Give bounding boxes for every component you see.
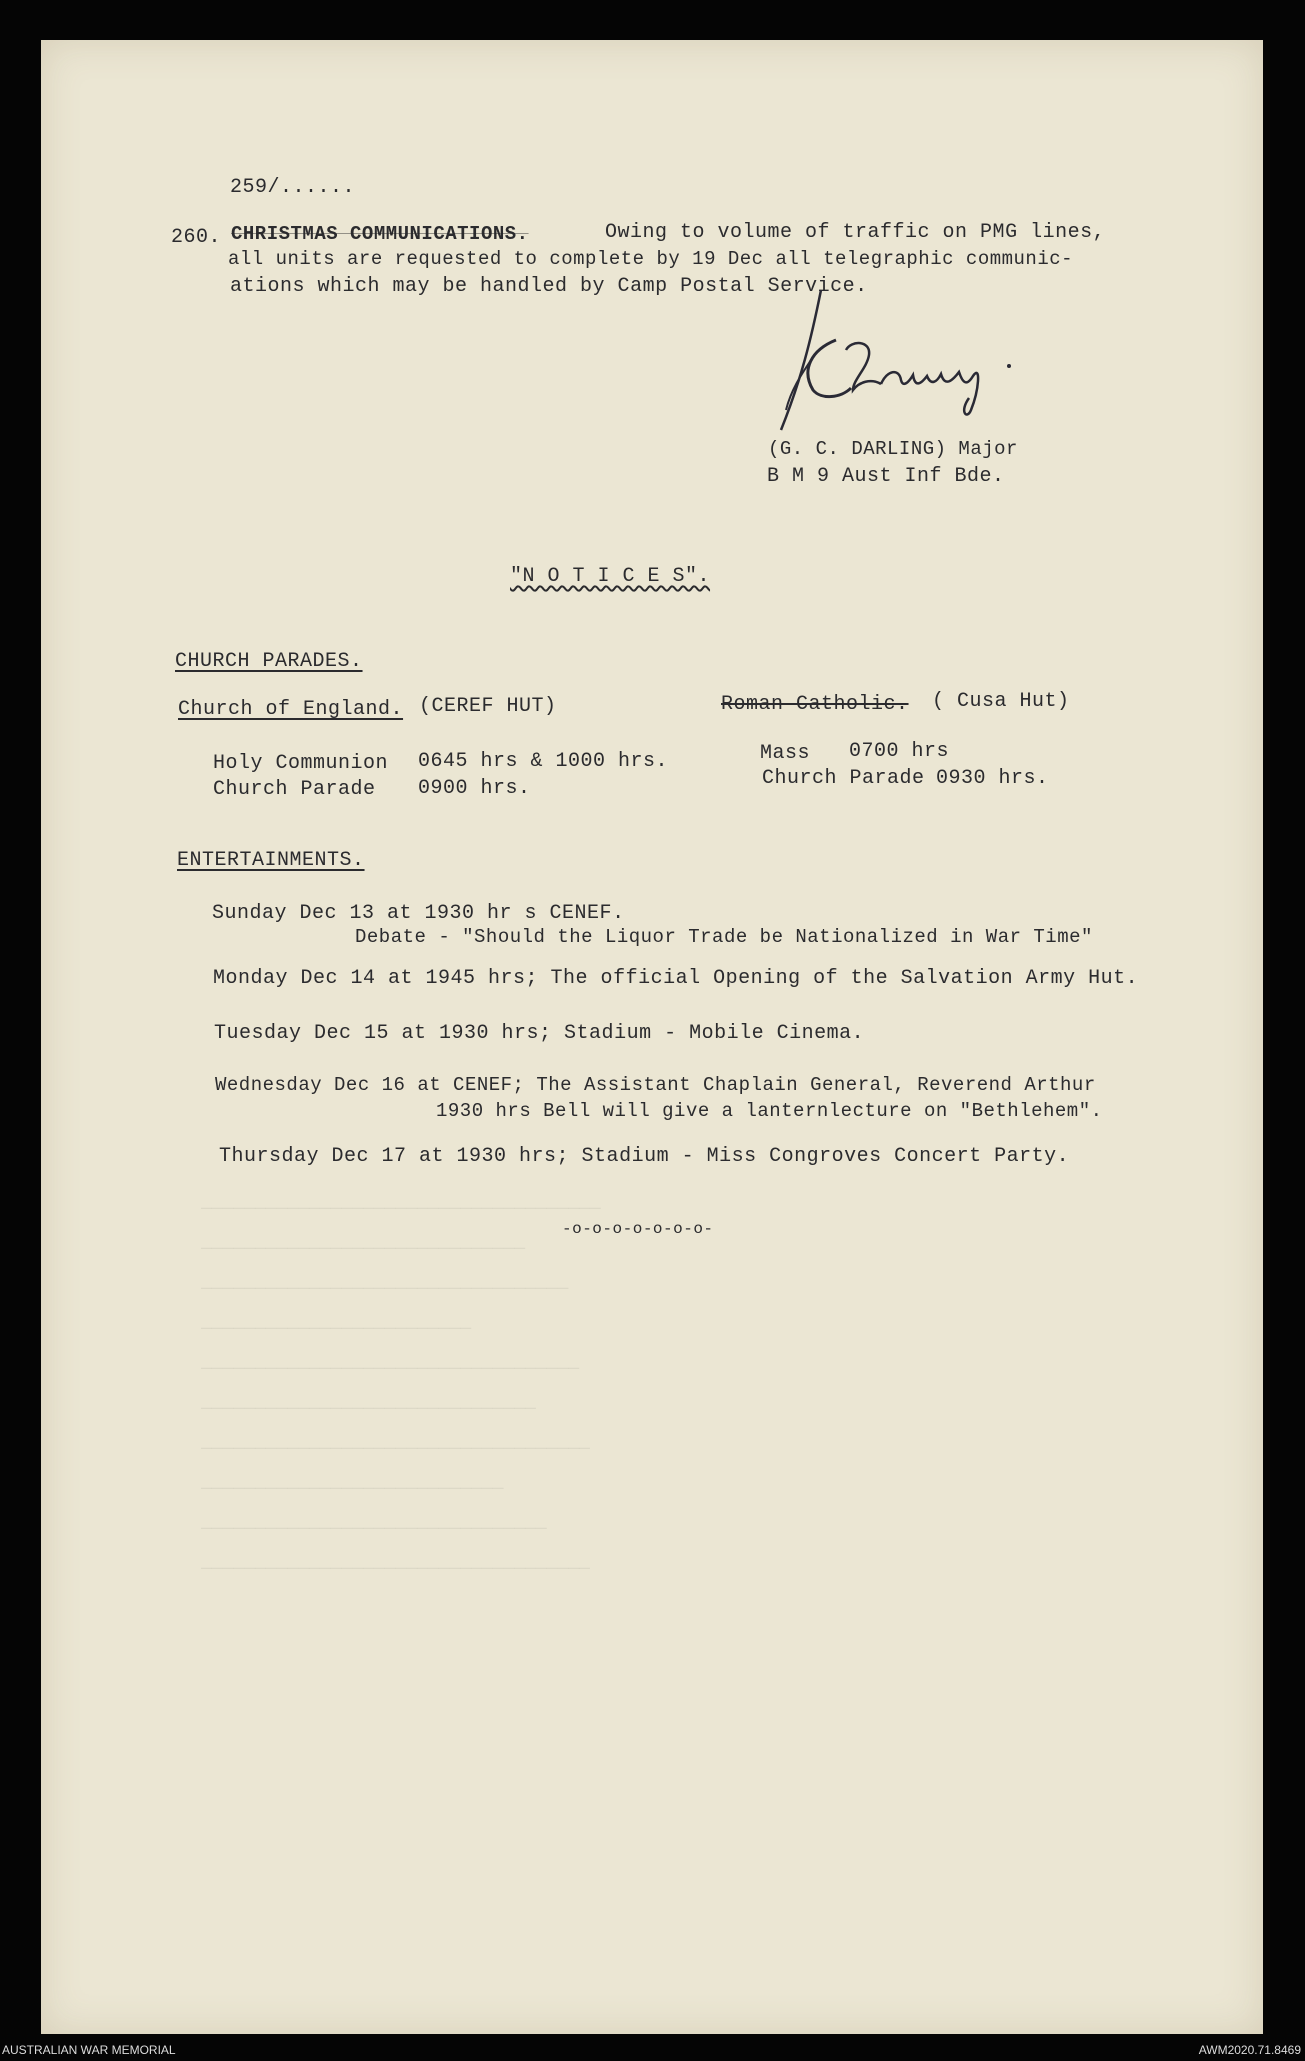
item-text-line-3: ations which may be handled by Camp Postal Service.: [230, 275, 868, 298]
mass-time: 0700 hrs: [849, 740, 950, 763]
signatory-name: (G. C. DARLING) Major: [768, 438, 1018, 460]
item-number: 260.: [171, 226, 222, 249]
footer-accession-number: AWM2020.71.8469: [1198, 2043, 1301, 2057]
holy-communion-label: Holy Communion: [213, 752, 389, 775]
previous-item-number: 259/......: [230, 176, 356, 199]
entertainment-item-sunday: Sunday Dec 13 at 1930 hr s CENEF.: [212, 902, 625, 925]
coe-church-parade-label: Church Parade: [213, 778, 376, 801]
section-separator: -o-o-o-o-o-o-o-: [562, 1220, 714, 1238]
entertainment-item-tuesday: Tuesday Dec 15 at 1930 hrs; Stadium - Mobile Cinema.: [214, 1022, 865, 1045]
entertainment-item-sunday-detail: Debate - "Should the Liquor Trade be Nationalized in War Time": [355, 926, 1093, 948]
item-text-line-1: Owing to volume of traffic on PMG lines,: [605, 221, 1106, 244]
entertainment-item-monday: Monday Dec 14 at 1945 hrs; The official Opening of the Salvation Army Hut.: [213, 967, 1139, 990]
notices-title: "N O T I C E S".: [510, 565, 711, 588]
mass-label: Mass: [760, 742, 811, 765]
coe-title: Church of England.: [178, 698, 404, 721]
item-heading: CHRISTMAS COMMUNICATIONS.: [231, 223, 529, 245]
holy-communion-time: 0645 hrs & 1000 hrs.: [418, 750, 669, 773]
rc-title: Roman Catholic.: [721, 693, 909, 716]
document-page: [41, 40, 1263, 2034]
coe-church-parade-time: 0900 hrs.: [418, 777, 531, 800]
rc-location: ( Cusa Hut): [932, 690, 1070, 713]
item-text-line-2: all units are requested to complete by 19 Dec all telegraphic communic-: [228, 248, 1074, 270]
rc-church-parade-time: 0930 hrs.: [936, 767, 1049, 790]
bleed-through-text: ───────────────────────────────────── ────────────────────────────── ────────────────────────────────── ───────────────────────── ─────────────────────────────────── ─────────────────────────────── ──────────────────────────────────── ──────────────────────────── ──────────────────────────────── ────────────────────────────────────: [201, 1200, 601, 1580]
entertainment-item-thursday: Thursday Dec 17 at 1930 hrs; Stadium - Miss Congroves Concert Party.: [219, 1145, 1070, 1168]
handwritten-signature: [741, 280, 1041, 440]
rc-church-parade-label: Church Parade: [762, 767, 925, 790]
church-parades-heading: CHURCH PARADES.: [175, 650, 363, 673]
signatory-unit: B M 9 Aust Inf Bde.: [767, 465, 1005, 488]
coe-location: (CEREF HUT): [419, 695, 557, 718]
entertainments-heading: ENTERTAINMENTS.: [177, 849, 365, 872]
entertainment-item-wednesday-detail: 1930 hrs Bell will give a lanternlecture on "Bethlehem".: [436, 1100, 1103, 1122]
entertainment-item-wednesday: Wednesday Dec 16 at CENEF; The Assistant Chaplain General, Reverend Arthur: [215, 1074, 1096, 1096]
footer-archive-label: AUSTRALIAN WAR MEMORIAL: [2, 2043, 176, 2057]
